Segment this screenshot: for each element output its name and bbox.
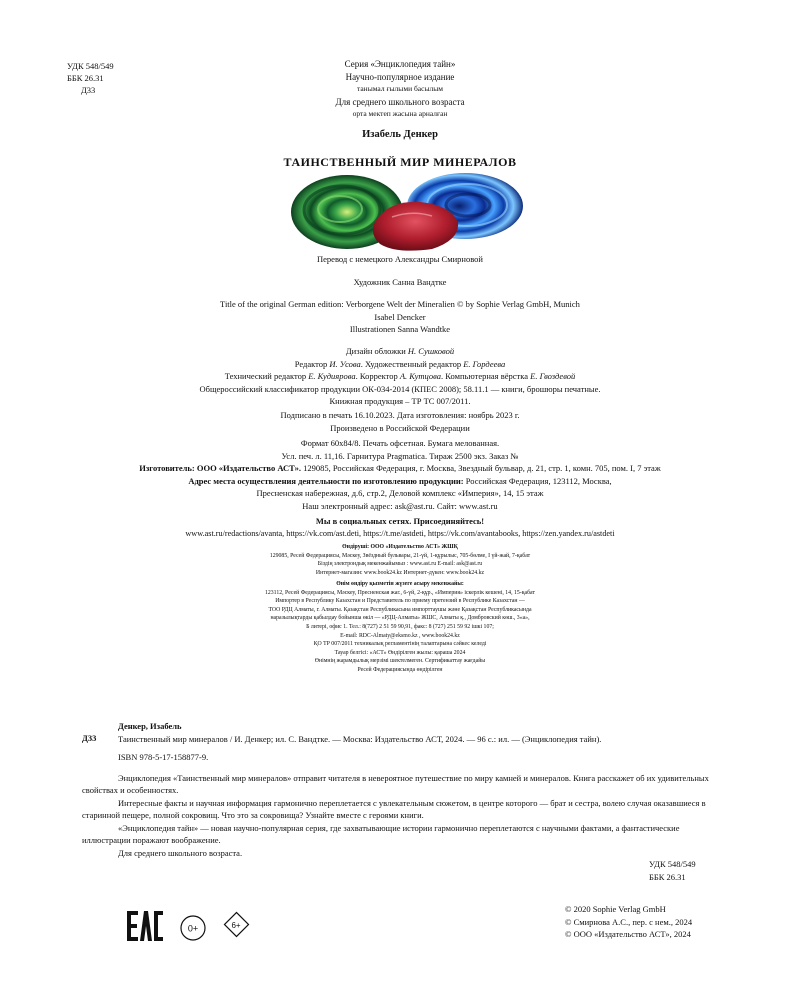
translation-line: Перевод с немецкого Александры Смирновой <box>317 254 483 264</box>
kz-line: Импортер в Республику Казахстан и Представитель по приему претензий в Республике Казахстан — <box>275 598 525 605</box>
udk-code: УДК 548/549 <box>67 61 114 71</box>
kz-line: Ресей Федерациясында өндірілген <box>357 666 443 673</box>
card-isbn: ISBN 978-5-17-158877-9. <box>118 752 209 762</box>
kz-line: наразылықтарды қабылдау бойынша өкіл — «РДЦ-Алматы» ЖШС, Алматы қ., Домбровский көш., 3«а», <box>270 615 530 622</box>
age-mark-text: 0+ <box>187 923 199 934</box>
kz-line: Тауар белгісі: «АСТ» Өндірілген жылы: қараша 2024 <box>334 649 466 656</box>
kz-importer-block <box>0 580 800 675</box>
manufacturer-block <box>0 462 800 512</box>
kz-line: ТОО РДЦ Алматы, г. Алматы. Қазақстан Республикасына импорттаушы және Қазақстан Республикасында <box>268 606 532 613</box>
original-edition-block <box>0 298 800 336</box>
social-heading: Мы в социальных сетях. Присоединяйтесь! <box>315 516 485 526</box>
card-author-mark: Д33 <box>82 733 97 743</box>
series-line: Серия «Энциклопедия тайн» <box>344 59 456 69</box>
original-line: Title of the original German edition: Verborgene Welt der Mineralien © by Sophie Verlag GmbH, Munich <box>220 299 580 309</box>
kz-line: ҚО ТР 007/2011 техникалық регламентінің талаптарына сәйкес келеді <box>313 641 487 648</box>
tech-editor-line: Технический редактор Е. Кудиярова. Корректор А. Кутцова. Компьютерная вёрстка Е. Гвоздевой <box>224 371 576 381</box>
original-line: Illustrationen Sanna Wandtke <box>349 324 451 334</box>
eac-icon <box>127 911 163 941</box>
address-line: Адрес места осуществления деятельности по изготовлению продукции: Российская Федерация, 123112, Москва, <box>188 475 612 486</box>
manufacturer-line: Изготовитель: ООО «Издательство АСТ». 129085, Российская Федерация, г. Москва, Звездный бульвар, д. 21, стр. 1, комн. 705, пом. I, 7 этаж <box>139 463 661 473</box>
series-line-kz: танымал ғылыми басылым <box>356 84 444 94</box>
bbk-code: ББК 26.31 <box>67 73 104 83</box>
series-block <box>0 58 800 121</box>
series-line: Научно-популярное издание <box>345 71 455 82</box>
editor-line: Редактор И. Усова. Художественный редактор Е. Гордеева <box>294 358 506 369</box>
card-abstract: «Энциклопедия тайн» — новая научно-популярная серия, где захватывающие истории гармонично переплетаются с научными фактами, а фантастические иллюстрации поражают воображение. <box>82 822 680 845</box>
author-name: Изабель Денкер <box>362 129 438 140</box>
kz-line: Өндіруші: ООО «Издательство АСТ» ЖШҚ <box>342 544 458 550</box>
udk-bottom-block <box>649 858 696 883</box>
format-block <box>0 437 800 462</box>
copyright-line: © ООО «Издательство АСТ», 2024 <box>565 929 691 939</box>
kz-line: 123112, Ресей Федерациясы, Мәскеу, Пресненская жаг., 6-үй, 2-құр., «Империя» іскерлік кешені, 14, 15-қабат <box>264 589 535 596</box>
age-6-plus-icon <box>224 912 248 936</box>
card-abstract: Для среднего школьного возраста. <box>118 847 243 858</box>
card-bibliography: Таинственный мир минералов / И. Денкер; ил. С. Вандтке. — Москва: Издательство АСТ, 2024. — 96 с.: ил. — (Энциклопедия тайн). <box>118 733 602 744</box>
print-date-line: Подписано в печать 16.10.2023. Дата изготовления: ноябрь 2023 г. <box>280 410 520 420</box>
classifier-line: Книжная продукция – ТР ТС 007/2011. <box>329 396 471 406</box>
bbk-code: ББК 26.31 <box>649 871 686 882</box>
card-abstract: Интересные факты и научная информация гармонично переплетается с увлекательным сюжетом, в центре которого — брат и сестра, волею случая оказавшиеся в старинной пещере, полной сокровищ. Что это за сокровища? Узнайте вместе с героями книги. <box>82 797 706 820</box>
kz-line: 129085, Ресей Федерациясы, Мәскеу, Звёздный бульвары, 21-үй, 1-құрылыс, 705-бөлме, I үй-жай, 7-қабат <box>269 552 531 559</box>
kz-line: Біздің электрондық мекенжайымыз : www.ast.ru E-mail: ask@ast.ru <box>317 561 483 568</box>
age-alt-text: 6+ <box>231 921 241 930</box>
copyright-line: © Смирнова А.С., пер. с нем., 2024 <box>565 916 693 927</box>
country-line: Произведено в Российской Федерации <box>330 422 470 433</box>
book-title: ТАИНСТВЕННЫЙ МИР МИНЕРАЛОВ <box>283 155 517 169</box>
catalog-card <box>82 720 722 859</box>
social-links: www.ast.ru/redactions/avanta, https://vk.com/ast.deti, https://t.me/astdeti, https://vk.com/avantabooks, https://zen.yandex.ru/astdeti <box>185 528 615 538</box>
kz-line: Өнімнің жарамдылық мерзімі шектелмеген. Сертификаттау жағдайы <box>314 658 486 665</box>
address-line: Пресненская набережная, д.6, стр.2, Деловой комплекс «Империя», 14, 15 этаж <box>256 488 544 498</box>
format-line: Формат 60x84/8. Печать офсетная. Бумага мелованная. <box>300 438 500 448</box>
print-info-block <box>0 409 800 434</box>
certification-marks <box>125 906 265 948</box>
card-abstract: Энциклопедия «Таинственный мир минералов» отправит читателя в невероятное путешествие по миру камней и минералов. Книга расскажет об их удивительных свойствах и особенностях. <box>82 772 709 795</box>
classifier-line: Общероссийский классификатор продукции ОК-034-2014 (КПЕС 2008); 58.11.1 — книги, брошюры печатные. <box>199 383 601 394</box>
kz-line: Интернет-магазин: www.book24.kz Интернет-дүкен: www.book24.kz <box>315 569 485 576</box>
email-site-line: Наш электронный адрес: ask@ast.ru. Сайт: www.ast.ru <box>302 500 498 511</box>
kz-line: E-mail: RDC-Almaty@eksmo.kz , www.book24.kz <box>340 632 460 639</box>
credits-block <box>0 345 800 408</box>
author-mark: Д33 <box>81 85 96 95</box>
copyright-line: © 2020 Sophie Verlag GmbH <box>565 904 666 914</box>
minerals-illustration <box>282 172 527 254</box>
age-0-plus-icon <box>181 916 205 940</box>
social-block <box>0 515 800 539</box>
cover-design-line: Дизайн обложки Н. Сушковой <box>345 346 455 356</box>
format-line: Усл. печ. л. 11,16. Гарнитура Pragmatica. Тираж 2500 экз. Заказ № <box>281 450 519 461</box>
kz-line: Б литері, офис 1. Тел.: 8(727) 2 51 59 90,91, факс: 8 (727) 251 59 92 ішкі 107; <box>306 623 494 630</box>
illustrator-line: Художник Санна Вандтке <box>353 277 447 287</box>
kz-line: Өнім өндіру қызметін жүзеге асыру мекенжайы: <box>336 581 464 587</box>
original-line: Isabel Dencker <box>374 311 426 322</box>
series-line-kz: орта мектеп жасына арналған <box>352 109 448 119</box>
udk-code: УДК 548/549 <box>649 859 696 869</box>
series-line: Для среднего школьного возраста <box>335 96 465 107</box>
card-heading: Денкер, Изабель <box>118 721 182 731</box>
kz-manufacturer-block <box>0 543 800 577</box>
copyright-block <box>565 903 692 941</box>
